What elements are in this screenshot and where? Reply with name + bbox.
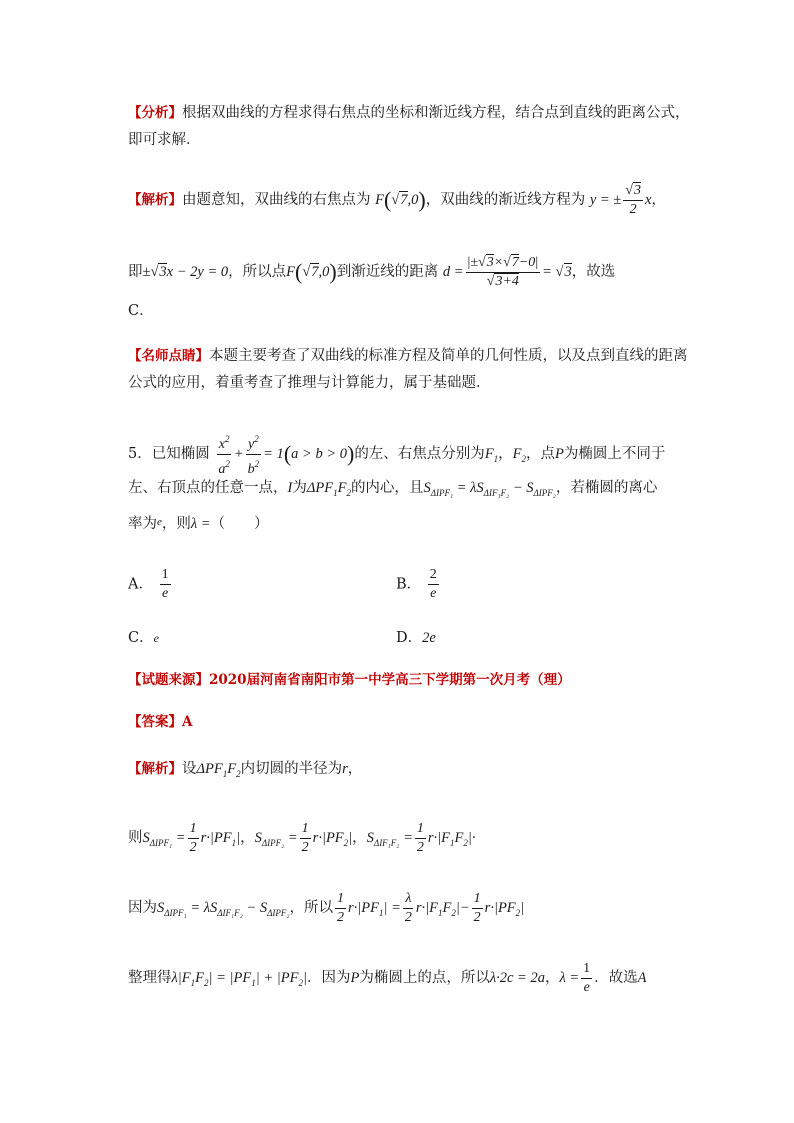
option-d[interactable] xyxy=(396,626,436,647)
e-symbol: e xyxy=(157,516,162,528)
p-symbol: P xyxy=(555,445,564,462)
solution5-text-1: 设 xyxy=(182,761,197,777)
option-d-value: 2e xyxy=(422,630,436,646)
option-b-value: $\frac{2}{e}$ xyxy=(429,567,437,601)
triangle-pf1f2-2: $\Delta PF_1F_2$ xyxy=(196,761,241,779)
analysis-line-2 xyxy=(128,130,201,150)
solution5-line-1: 【解析】设$\Delta PF_1F_2$内切圆的半径为r， xyxy=(128,761,363,779)
solution1-text-5: 到渐近线的距离 xyxy=(336,263,439,280)
analysis-line-1 xyxy=(128,103,690,123)
teacher-note-line-2 xyxy=(128,373,491,393)
solution1-tag: 【解析】 xyxy=(128,191,182,208)
question5-text-2: ，点 xyxy=(526,445,556,462)
option-b-label: B． xyxy=(396,576,422,593)
question5-text-6: 的内心，且 xyxy=(350,480,424,496)
solution5-line4-prefix: 整理得 xyxy=(128,969,172,986)
expanded-equation: $\frac{1}{2}$ $r\cdot|PF_1|$ = $\frac{\lambda}{2}$ $r\cdot|F_1F_2|-$ $\frac{1}{2}$ $r\cdot|PF_2|$ xyxy=(336,891,525,925)
answer-line xyxy=(128,712,192,732)
answer-text: A xyxy=(182,714,193,730)
option-c-value: e xyxy=(153,631,159,645)
solution1-text-7: C． xyxy=(128,303,154,319)
source-tag: 【试题来源】 xyxy=(128,672,209,688)
solution5-answer: A xyxy=(637,969,647,986)
f2-symbol: $F_2$ xyxy=(512,445,527,464)
question5-number: 5．已知椭圆 xyxy=(128,445,210,462)
solution5-line2-prefix: 则 xyxy=(128,829,143,846)
solution1-line-3 xyxy=(128,301,154,321)
area-condition: $S_{\Delta IPF_1} = \lambda S_{\Delta IF_1F_2} - S_{\Delta IPF_2}$ xyxy=(423,480,556,498)
analysis-text-2: 即可求解． xyxy=(128,132,201,148)
teacher-note-tag: 【名师点睛】 xyxy=(128,348,209,364)
teacher-note-text-1: 本题主要考查了双曲线的标准方程及简单的几何性质，以及点到直线的距离 xyxy=(209,348,688,364)
focus-formula-2: F(√7,0) xyxy=(286,258,337,284)
source-line xyxy=(128,670,571,690)
solution1-line-1: 【解析】由题意知，双曲线的右焦点为 F(√7,0)，双曲线的渐近线方程为 y = ± $\frac{√3}{2}$ x， xyxy=(128,183,666,217)
question5-text-8: 率为 xyxy=(128,516,157,532)
simplified-equation: $\lambda|F_1F_2| = |PF_1| + |PF_2|$ xyxy=(171,969,307,988)
lambda-result: λ = $\frac{1}{e}$ xyxy=(559,961,591,995)
option-a-value: $\frac{1}{e}$ xyxy=(161,567,169,601)
asymptote-eq: ±√3x − 2y = 0 xyxy=(142,263,229,280)
teacher-note-line-1 xyxy=(128,346,688,366)
question5-text-4: 左、右顶点的任意一点， xyxy=(128,480,288,496)
solution5-line-3 xyxy=(128,890,524,927)
question5-line-2 xyxy=(128,478,657,503)
question5-text-9: ，则 xyxy=(161,516,191,532)
option-a-label: A． xyxy=(128,576,153,593)
question5-text-3: 为椭圆上不同于 xyxy=(563,445,666,462)
solution5-line3-prefix: 因为 xyxy=(128,899,157,916)
option-a[interactable] xyxy=(128,566,173,603)
lambda-eq: λ = xyxy=(190,516,211,532)
solution1-line-2 xyxy=(128,254,615,291)
area-ipf2: $S_{\Delta IPF_2}$ = $\frac{1}{2}$ $r\cdot|PF_2|$ xyxy=(254,821,353,855)
answer-tag: 【答案】 xyxy=(128,714,182,730)
question5-text-10: （ ） xyxy=(210,516,269,532)
option-c[interactable] xyxy=(128,626,159,647)
f1-symbol: $F_1$ xyxy=(484,445,499,464)
analysis-text-1: 根据双曲线的方程求得右焦点的坐标和渐近线方程，结合点到直线的距离公式， xyxy=(182,105,690,121)
teacher-note-text-2: 公式的应用，着重考查了推理与计算能力，属于基础题． xyxy=(128,375,491,391)
solution5-line-2: 则$S_{\Delta IPF_1}$ = $\frac{1}{2}$ $r\cdot|PF_1|$，$S_{\Delta IPF_2}$ = $\frac{1}{2}$ $r\cdot|PF_2|$，$S_{\Delta IF_1F_2}$ = $\frac{1}{2}$ $r\cdot|F_1F_2|\cdot$ xyxy=(128,821,476,855)
question5-line-3 xyxy=(128,512,269,534)
option-c-label: C． xyxy=(128,630,154,646)
p-symbol-2: P xyxy=(350,969,360,986)
r-symbol: r xyxy=(342,761,348,777)
question5-text-1: 的左、右焦点分别为 xyxy=(354,445,485,462)
solution1-text-4: ，所以点 xyxy=(228,263,287,280)
distance-formula: d = $\frac{|\pm√3\times√7-0|}{√3+4}$ = √3 xyxy=(442,255,572,289)
question5-text-7: ，若椭圆的离心 xyxy=(555,480,658,496)
solution5-line3-mid: ，所以 xyxy=(289,899,333,916)
question5-text-5: 为 xyxy=(292,480,307,496)
solution5-line4-mid2: 为椭圆上的点，所以 xyxy=(359,969,490,986)
area-condition-2: $S_{\Delta IPF_1} = \lambda S_{\Delta IF_1F_2} - S_{\Delta IPF_2}$ xyxy=(157,899,290,918)
area-ipf1: $S_{\Delta IPF_1}$ = $\frac{1}{2}$ $r\cdot|PF_1|$ xyxy=(142,821,241,855)
solution1-text-1: 由题意知，双曲线的右焦点为 xyxy=(182,191,371,208)
area-if1f2: $S_{\Delta IF_1F_2}$ = $\frac{1}{2}$ $r\cdot|F_1F_2|\cdot$ xyxy=(366,821,476,855)
solution1-text-2: ，双曲线的渐近线方程为 xyxy=(425,191,586,208)
solution5-line-4: 整理得$\lambda|F_1F_2| = |PF_1| + |PF_2|$．因为P为椭圆上的点，所以λ·2c = 2a，λ = $\frac{1}{e}$ ．故选A xyxy=(128,961,647,995)
question5-line-1: 5．已知椭圆 $\frac{x^2}{a^2}$ + $\frac{y^2}{b^2}$ = 1(a > b > 0)的左、右焦点分别为$F_1$，$F_2$，点P为椭圆上不同于 xyxy=(128,430,665,479)
solution1-text-3: 即 xyxy=(128,263,143,280)
option-b[interactable] xyxy=(396,566,441,603)
source-text: 2020届河南省南阳市第一中学高三下学期第一次月考（理） xyxy=(209,672,571,688)
lambda-2c-eq: λ·2c = 2a xyxy=(489,969,545,986)
focus-formula: F(√7,0) xyxy=(375,186,426,212)
solution1-text-6: ，故选 xyxy=(571,263,616,280)
solution5-line4-end: ．故选 xyxy=(594,969,638,986)
solution5-tag: 【解析】 xyxy=(128,761,182,777)
analysis-tag: 【分析】 xyxy=(128,105,182,121)
triangle-pf1f2: $\Delta PF_1F_2$ xyxy=(306,480,351,498)
i-symbol: I xyxy=(287,480,293,496)
ellipse-equation: $\frac{x^2}{a^2}$ + $\frac{y^2}{b^2}$ = 1(a > b > 0) xyxy=(214,446,354,462)
option-d-label: D． xyxy=(396,630,423,646)
solution5-text-2: 内切圆的半径为 xyxy=(240,761,343,777)
solution5-line4-mid: ．因为 xyxy=(306,969,351,986)
asymptote-formula: y = ± $\frac{√3}{2}$ x xyxy=(589,183,652,217)
